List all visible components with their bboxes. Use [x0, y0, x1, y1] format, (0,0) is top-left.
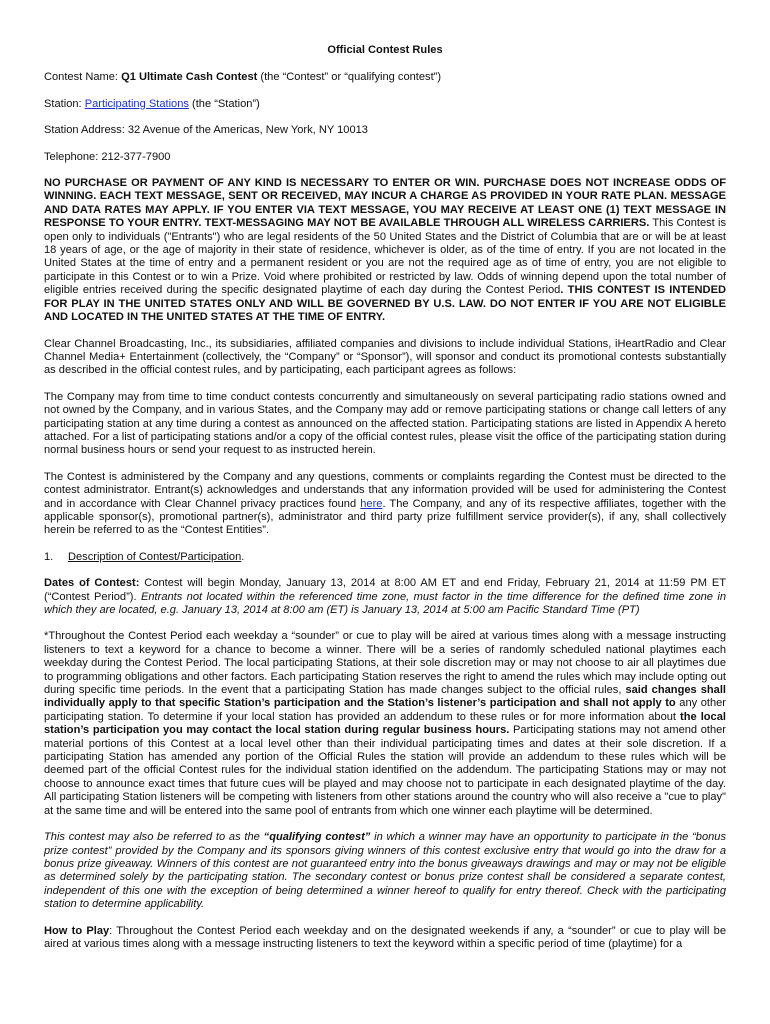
playtimes-bold-b: the local station’s participation you may contact the local station during regular business hours.	[44, 710, 726, 737]
playtimes-text-b: any other participating station. To determine if your local station has provided an addendum to these rules or for more information about	[44, 697, 726, 723]
contest-name-line	[44, 71, 726, 84]
dates-text: Contest will begin Monday, January 13, 2014 at 8:00 AM ET and end Friday, February 21, 2014 at 11:59 PM ET (“Contest Period”).	[44, 577, 727, 603]
eligibility-paragraph	[44, 177, 726, 324]
playtimes-text-c: Participating stations may not amend other material portions of this Contest at a local level other than their individual participating times and dates at their sole discretion. If a participating Station has amended any portion of the Official Rules the station will provide an addendum to these rules which will be deemed part of the official Contest rules for the individual station identified on the addendum. The participating Stations may or may not choose to announce exact times that future cues will be played and may choose not to participate in each designated playtime of the day. All participating Station listeners will be competing with listeners from other stations around the country who will also receive a "cue to play" at the same time and will be entered into the same pool of entrants from which one winner each playtime will be determined.	[44, 724, 726, 817]
playtimes-text-a: *Throughout the Contest Period each weekday a “sounder” or cue to play will be aired at various times along with a message instructing listeners to text a keyword for a chance to become a winner. There will be a series of randomly scheduled national playtimes each weekday during the Contest Period. The local participating Stations, at their sole discretion may or may not choose to air all playtimes due to programming obligations and other factors. Each participating Station reserves the right to amend the rules which may include opting out during specific time periods. In the event that a participating Station has made changes subject to the official rules,	[44, 630, 726, 697]
playtimes-paragraph	[44, 630, 726, 818]
section-number: 1.	[44, 550, 54, 563]
eligibility-text: This Contest is open only to individuals ("Entrants") who are legal residents of the 50 United States and the District of Columbia that are or will be at least 18 years of age, or the age of majority in their state of residence, whichever is older, as of the time of entry. If you are not located in the United States at the time of entry and a permanent resident or you are not the required age as of time of entry, you are not eligible to participate in this Contest or to win a Prize. Void where prohibited or restricted by law. Odds of winning depend upon the total number of eligible entries received during the specific designated playtime of each day during the Contest Period	[44, 217, 726, 297]
privacy-here-link[interactable]: here	[360, 497, 383, 510]
station-line	[44, 98, 726, 111]
qualifying-text-b: in which a winner may have an opportunity to participate in the “bonus prize contest” provided by the Company and its sponsors giving winners of this contest exclusive entry that would go into the draw for a bonus prize giveaway. Winners of this contest are not guaranteed entry into the bonus giveaways drawings and may or may not be eligible as determined solely by the participating station. The secondary contest or bonus prize contest shall be considered a separate contest, independent of this one with the exception of being determined a winner hereof to qualify for entry thereof. Check with the participating station to determine applicability.	[44, 831, 727, 911]
administration-text-b: . The Company, and any of its respective affiliates, together with the applicable sponsor(s), promotional partner(s), administrator and third party prize fulfillment service provider(s), if any, shall collectively herein be referred to as the “Contest Entities”.	[44, 497, 726, 537]
section-title-dot: .	[241, 550, 245, 563]
contest-name-value: Q1 Ultimate Cash Contest	[121, 71, 258, 84]
how-to-play-text: : Throughout the Contest Period each weekday and on the designated weekends if any, a “sounder” or cue to play will be aired at various times along with a message instructing listeners to text the keyword within a specific period of time (playtime) for a	[44, 924, 726, 950]
telephone: Telephone: 212-377-7900	[44, 150, 171, 163]
eligibility-bold-intro: NO PURCHASE OR PAYMENT OF ANY KIND IS NECESSARY TO ENTER OR WIN. PURCHASE DOES NOT INCREASE ODDS OF WINNING. EACH TEXT MESSAGE, SENT OR RECEIVED, MAY INCUR A CHARGE AS PROVIDED IN YOUR RATE PLAN. MESSAGE AND DATA RATES MAY APPLY. IF YOU ENTER VIA TEXT MESSAGE, YOU MAY RECEIVE AT LEAST ONE (1) TEXT MESSAGE IN RESPONSE TO YOUR ENTRY. TEXT-MESSAGING MAY NOT BE AVAILABLE THROUGH ALL WIRELESS CARRIERS.	[44, 177, 726, 230]
station-label: Station:	[44, 97, 85, 110]
playtimes-bold-a: said changes shall individually apply to that specific Station’s participation and the Station’s listener’s participation and shall not apply to	[44, 684, 727, 710]
qualifying-text-a: This contest may also be referred to as the	[44, 831, 264, 844]
how-to-play-label: How to Play	[44, 924, 110, 937]
participating-stations-link[interactable]: Participating Stations	[84, 97, 189, 110]
administration-paragraph	[44, 471, 726, 538]
section-title: Description of Contest/Participation	[68, 550, 242, 563]
administration-text-a: The Contest is administered by the Company and any questions, comments or complaints regarding the Contest must be directed to the contest administrator. Entrant(s) acknowledges and understands that any information provided will be used for administering the Contest and in accordance with Clear Channel privacy practices found	[44, 470, 726, 510]
page-title: Official Contest Rules	[327, 44, 443, 56]
qualifying-contest-paragraph	[44, 831, 726, 911]
dates-timezone-note: Entrants not located within the referenced time zone, must factor in the time difference for the defined time zone in which they are located, e.g. January 13, 2014 at 8:00 am (ET) is January 13, 2014 at 5:00 am Pacific Standard Time (PT)	[44, 590, 726, 616]
dates-label: Dates of Contest:	[44, 577, 140, 590]
sponsor-paragraph: Clear Channel Broadcasting, Inc., its subsidiaries, affiliated companies and divisions to include individual Stations, iHeartRadio and Clear Channel Media+ Entertainment (collectively, the “Company” or “Sponsor”), will sponsor and conduct its promotional contests substantially as described in the official contest rules, and by participating, each participant agrees as follows:	[44, 337, 726, 377]
contest-name-label: Contest Name:	[44, 71, 122, 84]
contest-name-suffix: (the “Contest” or “qualifying contest”)	[257, 71, 442, 84]
participating-stations-paragraph: The Company may from time to time conduct contests concurrently and simultaneously on several participating radio stations owned and not owned by the Company, and in various States, and the Company may add or remove participating stations or change call letters of any participating station at any time during a contest as announced on the affected station. Participating stations are listed in Appendix A hereto attached. For a list of participating stations and/or a copy of the official contest rules, please visit the office of the participating station during normal business hours or send your request to as instructed herein.	[44, 390, 726, 457]
dates-paragraph	[44, 577, 726, 617]
section-heading-1	[44, 551, 726, 564]
qualifying-bold: “qualifying contest”	[263, 831, 371, 844]
station-suffix: (the “Station”)	[188, 97, 260, 110]
eligibility-bold-outro: . THIS CONTEST IS INTENDED FOR PLAY IN THE UNITED STATES ONLY AND WILL BE GOVERNED BY U.S. LAW. DO NOT ENTER IF YOU ARE NOT ELIGIBLE AND LOCATED IN THE UNITED STATES AT THE TIME OF ENTRY.	[44, 284, 726, 324]
how-to-play-paragraph	[44, 925, 726, 952]
station-address: Station Address: 32 Avenue of the Americas, New York, NY 10013	[44, 124, 368, 137]
